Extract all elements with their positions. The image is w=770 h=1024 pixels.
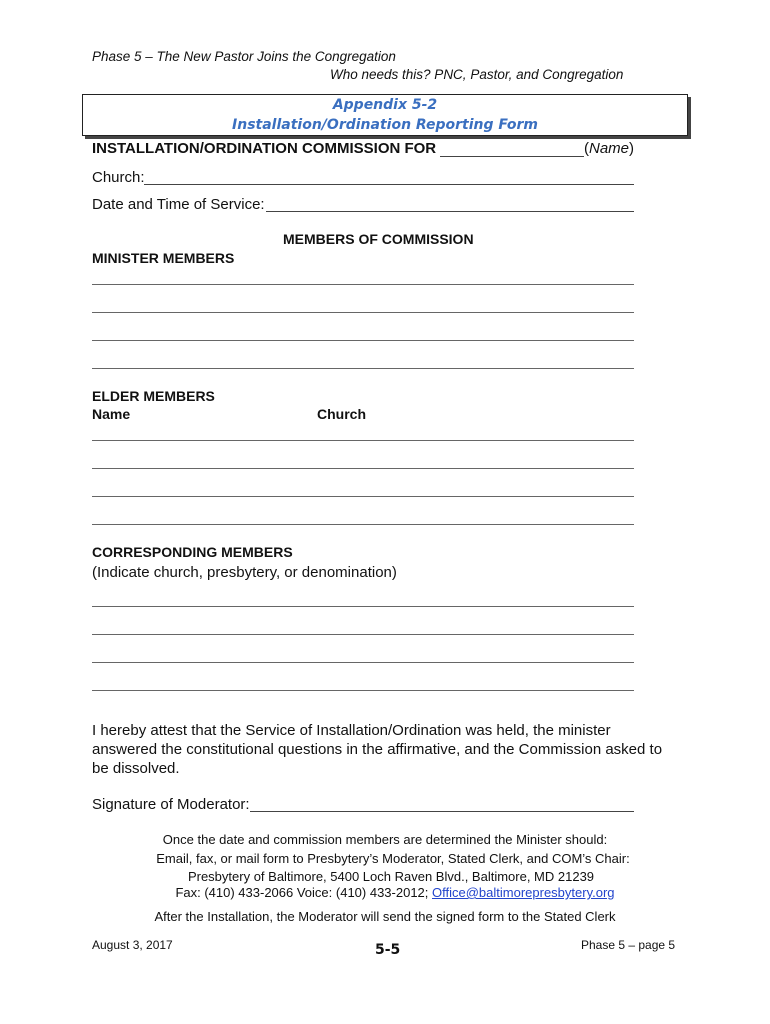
elder-line[interactable] [92, 440, 634, 441]
signature-label: Signature of Moderator: [92, 796, 250, 813]
appendix-label: Appendix 5-2 [332, 97, 438, 113]
email-link[interactable]: Office@baltimorepresbytery.org [432, 885, 615, 900]
header-phase-title: Phase 5 – The New Pastor Joins the Congregation [92, 49, 396, 64]
attestation-line: be dissolved. [92, 760, 180, 777]
form-name: Installation/Ordination Reporting Form [232, 117, 538, 133]
contact-line [10, 885, 770, 900]
elder-column-church: Church [317, 406, 366, 422]
footer-page-code: 5-5 [375, 942, 401, 958]
corresponding-members-heading: CORRESPONDING MEMBERS [92, 544, 293, 560]
attestation-line: answered the constitutional questions in the affirmative, and the Commission asked to [92, 741, 663, 758]
elder-line[interactable] [92, 496, 634, 497]
name-hint-text: Name [589, 140, 630, 157]
form-title-box [82, 94, 688, 136]
elder-members-heading: ELDER MEMBERS [92, 388, 215, 404]
corresponding-line[interactable] [92, 662, 634, 663]
elder-line[interactable] [92, 524, 634, 525]
corresponding-line[interactable] [92, 606, 634, 607]
header-audience: Who needs this? PNC, Pastor, and Congregation [330, 67, 624, 82]
minister-line[interactable] [92, 284, 634, 285]
commission-name-field[interactable] [440, 156, 584, 157]
corresponding-line[interactable] [92, 690, 634, 691]
minister-line[interactable] [92, 368, 634, 369]
footer-date: August 3, 2017 [92, 938, 173, 952]
corresponding-note: (Indicate church, presbytery, or denomination) [92, 564, 397, 581]
corresponding-line[interactable] [92, 634, 634, 635]
elder-column-name: Name [92, 406, 131, 422]
elder-line[interactable] [92, 468, 634, 469]
signature-field[interactable] [250, 811, 634, 812]
instruction-line: Email, fax, or mail form to Presbytery’s Moderator, Stated Clerk, and COM’s Chair: [156, 851, 630, 866]
date-time-label: Date and Time of Service: [92, 196, 265, 213]
instruction-line: Presbytery of Baltimore, 5400 Loch Raven Blvd., Baltimore, MD 21239 [187, 869, 595, 884]
contact-phone-fax: Fax: (410) 433-2066 Voice: (410) 433-2012; [175, 885, 433, 900]
minister-line[interactable] [92, 340, 634, 341]
commission-name-hint: (Name) [584, 140, 635, 157]
attestation-text [92, 721, 662, 778]
footer-page-label: Phase 5 – page 5 [581, 938, 676, 952]
minister-line[interactable] [92, 312, 634, 313]
minister-members-heading: MINISTER MEMBERS [92, 250, 235, 266]
date-time-field[interactable] [266, 211, 634, 212]
members-heading: MEMBERS OF COMMISSION [283, 231, 474, 247]
instruction-line: Once the date and commission members are determined the Minister should: [162, 832, 608, 847]
church-field[interactable] [144, 184, 634, 185]
church-label: Church: [92, 169, 145, 186]
commission-label: INSTALLATION/ORDINATION COMMISSION FOR [92, 140, 437, 157]
attestation-line: I hereby attest that the Service of Installation/Ordination was held, the minister [92, 722, 611, 739]
instruction-after: After the Installation, the Moderator will send the signed form to the Stated Clerk [154, 909, 616, 924]
